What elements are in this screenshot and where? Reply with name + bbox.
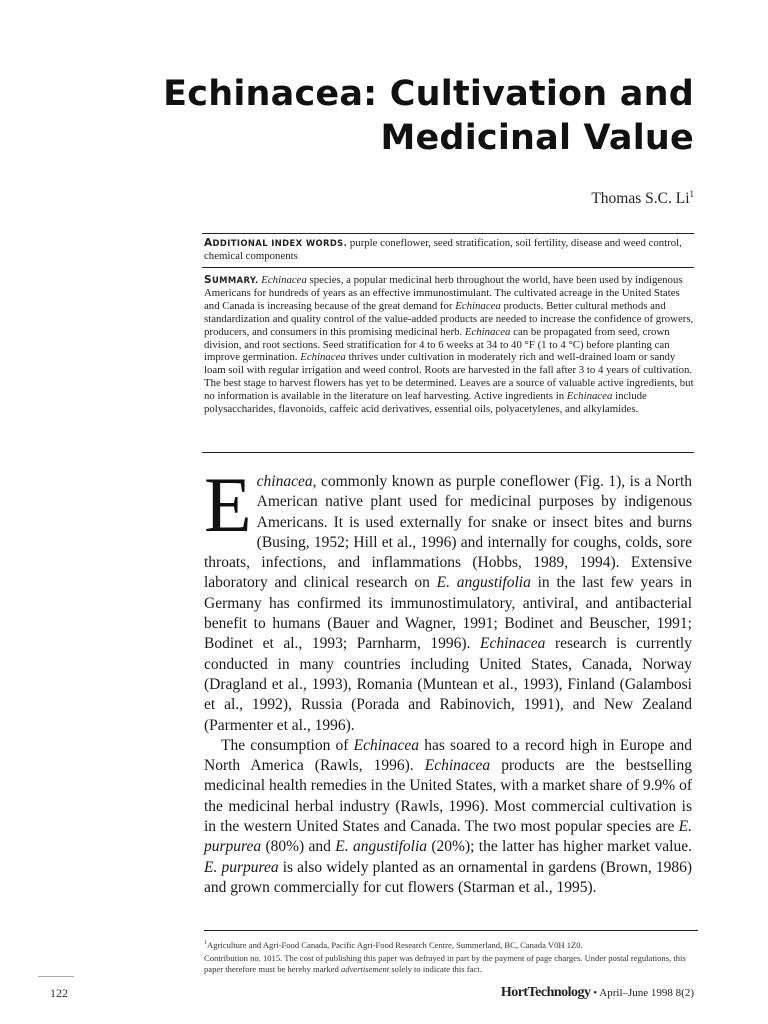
abstract-top-rule xyxy=(202,233,694,234)
italic-text: Echinacea xyxy=(464,325,511,338)
italic-text: E. purpurea xyxy=(204,818,692,856)
text-run: products. Better cultural methods and standardization and quality control of the value-added products are needed to increase the confidence of growers, producers, and consumers in this promising medicinal herb. xyxy=(204,299,694,338)
footnote-rule xyxy=(204,930,698,931)
text-run: products are the bestselling medicinal health remedies in the United States, with a market share of 9.9% of the medicinal herbal industry (Rawls, 1996). Most commercial cultivation is in the western United States and Canada. The two most popular species are xyxy=(204,757,692,836)
author-line xyxy=(591,189,694,208)
author-name: Thomas S.C. Li xyxy=(591,190,690,208)
article-body xyxy=(204,461,693,898)
drop-cap: E xyxy=(204,461,252,548)
text-run: The consumption of xyxy=(221,736,354,754)
italic-text: E. purpurea xyxy=(204,858,279,876)
page-number: 122 xyxy=(50,986,68,1000)
index-words-text: purple coneflower, seed stratification, soil fertility, disease and weed control, chemical components xyxy=(204,237,682,262)
text-run: in the last few years in Germany has confirmed its immunostimulatory, antiviral, and antibacterial benefit to humans (Bauer and Wagner, 1991; Bodinet and Beuscher, 1991; Bodinet et al., 1993; Parnharm, 1996). xyxy=(204,574,692,653)
contribution-footnote: Contribution no. 1015. The cost of publishing this paper was defrayed in part by the payment of page charges. Under postal regulations, this paper therefore must be hereby marked advertisement solely to indicate this fact. xyxy=(204,953,686,974)
summary-block xyxy=(204,274,694,416)
text-run: is also widely planted as an ornamental in gardens (Brown, 1986) and grown commercially for cut flowers (Starman et al., 1995). xyxy=(204,858,692,896)
text-run: can be propagated from seed, crown division, and root sections. Seed stratification for 4 to 6 weeks at 34 to 40 °F (1 to 4 °C) before planting can improve germination. xyxy=(204,325,670,364)
abstract-middle-rule xyxy=(202,267,694,268)
journal-issue: • April–June 1998 8(2) xyxy=(593,987,694,999)
text-run: research is currently conducted in many countries including United States, Canada, Norway (Dragland et al., 1993), Romania (Muntean et al., 1993), Finland (Galambosi et al., 1992), Russia (Porada and Rabinovich, 1991), and New Zealand (Parmenter et al., 1996). xyxy=(204,635,692,734)
journal-footer xyxy=(501,985,694,1001)
text-run: (80%) and xyxy=(261,838,336,856)
affiliation-footnote: $^1$Agriculture and Agri-Food Canada, Pacific Agri-Food Research Centre, Summerland, BC, Canada V0H 1Z0. xyxy=(204,939,583,950)
italic-text: E. angustifolia xyxy=(436,574,531,592)
italic-text: chinacea xyxy=(256,473,313,490)
title-line-2: Medicinal Value xyxy=(380,118,694,158)
page-number-rule xyxy=(38,976,74,977)
journal-brand: HortTechnology xyxy=(500,985,591,1000)
italic-text: Echinacea xyxy=(300,351,346,364)
author-footnote-mark: 1 xyxy=(689,189,694,199)
italic-text: Echinacea xyxy=(261,274,307,286)
body-paragraph xyxy=(204,736,692,898)
index-words-block xyxy=(204,237,694,263)
article-title xyxy=(150,72,694,160)
title-line-1: Echinacea: Cultivation and xyxy=(163,74,694,114)
italic-text: Echinacea xyxy=(480,635,546,653)
italic-text: Echinacea xyxy=(353,736,420,754)
abstract-bottom-rule xyxy=(202,452,694,453)
text-run: has soared to a record high in Europe and North America (Rawls, 1996). xyxy=(204,736,693,775)
text-run: include polysaccharides, flavonoids, caffeic acid derivatives, essential oils, polyacetylenes, and alkylamides. xyxy=(204,390,647,416)
text-run: (20%); the latter has higher market value. xyxy=(427,838,692,856)
summary-label: SUMMARY. xyxy=(204,274,259,286)
italic-text: Echinacea xyxy=(566,390,613,403)
footnotes xyxy=(204,938,698,977)
body-paragraph xyxy=(204,461,692,736)
index-words-label: ADDITIONAL INDEX WORDS. xyxy=(204,237,348,249)
italic-text: Echinacea xyxy=(455,299,501,312)
italic-text: Echinacea xyxy=(424,757,491,775)
italic-text: E. angustifolia xyxy=(335,838,428,856)
text-run: , commonly known as purple coneflower (Fig. 1), is a North American native plant used for medicinal purposes by indigenous Americans. It is used externally for snake or insect bites and burns (Busing, 1952; Hill et al., 1996) and internally for coughs, colds, sore throats, infections, and inflammations (Hobbs, 1989, 1994). Extensive laboratory and clinical research on xyxy=(204,473,692,592)
summary-text xyxy=(204,274,694,415)
text-run: thrives under cultivation in moderately rich and well-drained loam or sandy loam soil with regular irrigation and weed control. Roots are harvested in the fall after 3 to 4 years of cultivation. The best stage to harvest flowers has yet to be determined. Leaves are a source of valuable active ingredients, but no information is available in the literature on leaf harvesting. Active ingredients in xyxy=(204,351,694,403)
text-run: species, a popular medicinal herb throughout the world, have been used by indigenous Americans for hundreds of years as an effective immunostimulant. The cultivated acreage in the United States and Canada is increasing because of the great demand for xyxy=(204,274,683,312)
